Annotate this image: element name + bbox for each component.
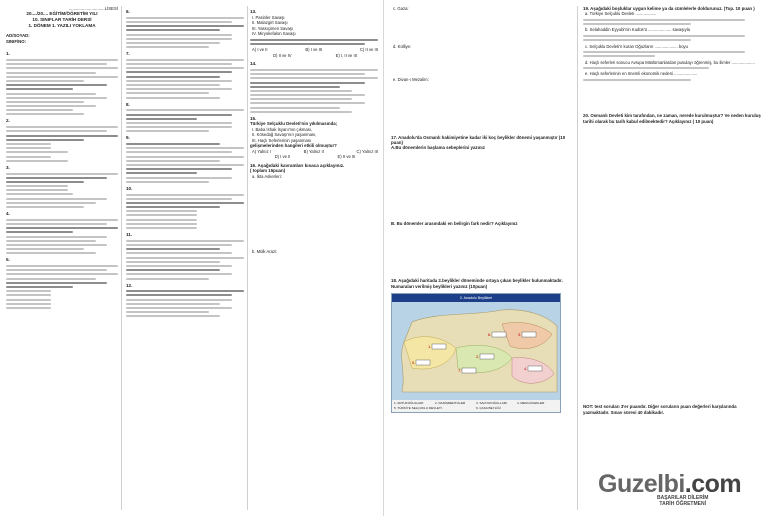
q13-option-4: IV. Miryokefalon Savaşı <box>252 31 296 37</box>
question-11-number: 11. <box>126 232 133 238</box>
q15-answer-c: C) Yalnız III <box>356 148 378 154</box>
question-14-number: 14. <box>250 61 257 67</box>
map-number-2: 2. <box>476 353 480 359</box>
map-number-5: 5. <box>412 359 416 365</box>
exam-title-line-3: 1. DÖNEM 1. YAZILI YOKLAMA <box>28 23 96 29</box>
q19-item-a: a. Türkiye Selçuklu Devleti .................. <box>585 11 657 17</box>
q13-option-1: I. Pasinler Savaşı <box>252 14 285 20</box>
q13-answer-b: B) I ve III <box>305 47 323 53</box>
map-title: 2. Anadolu Beylikleri <box>392 294 560 302</box>
q19-item-c: c. Selçuklu Devleti'n kuran Oğuzların .................... boyu <box>585 43 688 49</box>
question-4-number: 4. <box>6 211 10 216</box>
exam-note: NOT: test soruları 3'er puandır. Diğer soruların puan değerleri karşılarında yazmaktadır. Sınav süresi 40 dakikadır. <box>583 404 737 415</box>
question-1-number: 1. <box>6 51 10 57</box>
map-legend <box>392 400 560 412</box>
question-19-stem: 19. Aşağıdaki boşluklar uygun kelime ya da cümlelerle doldurunuz. (Top. 10 puan ) <box>583 6 755 11</box>
question-12-number: 12. <box>126 282 133 288</box>
q15-option-2: II. Kösedağ Savaşı'nın yaşanması, <box>252 132 317 138</box>
map-number-4: 4. <box>524 365 528 371</box>
question-8-number: 8. <box>126 101 130 107</box>
page2-column-1 <box>391 6 573 512</box>
watermark-tld: .com <box>684 470 742 498</box>
q13-answer-e: E) I, II ve III <box>335 52 357 58</box>
q15-option-1: I. Baba İshak İsyanı'nın çıkması, <box>252 126 313 132</box>
q13-answer-d: D) II ve IV <box>272 52 292 58</box>
q16-item-e: e. Divan-ı Mezalim: <box>393 77 429 82</box>
question-15-number: 15. <box>250 115 257 121</box>
legend-item: 3. SALTUKOĞULLARI <box>476 400 507 405</box>
q19-item-b: b. Selahaddin Eyyubi'nin Kudüs'ü .................... savaşıyla <box>585 27 690 33</box>
q13-answer-a: A) I ve II <box>252 47 268 53</box>
legend-item: 1. ARTUKOĞULLARI <box>394 400 424 405</box>
q19-item-d: d. Haçlı seferleri sonucu Avrupa Müslümanlardan pusulayı öğrenmiş, bu ilimler .................... <box>585 59 755 65</box>
q15-stem: Türkiye Selçuklu Devleti'nin yıkılmasında; <box>250 121 338 127</box>
legend-item: 2. DANİŞMENTLİLER <box>435 400 466 405</box>
page1-column-2 <box>126 6 244 512</box>
class-number-label: SINIF/NO: <box>6 38 27 44</box>
question-13-number: 13. <box>250 9 257 14</box>
page1-column-3 <box>250 6 378 512</box>
q15-answer-e: E) II ve III <box>337 154 356 160</box>
q13-option-2: II. Malazgirt Savaşı <box>252 20 288 26</box>
question-5-number: 5. <box>6 257 10 263</box>
question-17-stem: 17. Anadolu'da Osmanlı hakimiyetine kadar iki koç beylikler dönemi yaşanmıştır (10 puan) <box>391 134 566 145</box>
q16-item-d: d. Külliye: <box>393 43 412 49</box>
question-18-stem: 18. Aşağıdaki haritada 2.beylikler döneminde ortaya çıkan beylikler bulunmaktadır. Numaraları verilmiş beylikleri yazınız (10puan) <box>391 278 563 289</box>
map-label-box <box>492 332 506 337</box>
exam-title-line-1: 20..../20.... EĞİTİM/ÖĞRETİM YILI <box>26 11 98 17</box>
q13-answer-c: C) II ve III <box>359 47 378 53</box>
map-label-box <box>522 332 536 337</box>
question-6-number: 6. <box>126 9 130 14</box>
q13-option-3: III. Yassıçimen Savaşı <box>252 25 294 31</box>
exam-title-line-2: 10. SINIFLAR TARİH DERSİ <box>32 17 92 23</box>
map-label-box <box>462 368 476 373</box>
exam-signoff <box>657 495 708 507</box>
q15-answer-a: A) Yalnız I <box>252 148 271 154</box>
question-16-heading: 16. Aşağıdaki kavramları kısaca açıklayınız. <box>250 162 345 168</box>
anatolian-beyliks-map <box>391 293 561 413</box>
map-number-1: 1. <box>428 343 432 349</box>
map-graphic <box>392 302 560 400</box>
question-17-part-a: A.Bu dönemlerin başlama sebeplerini yazınız <box>391 145 485 151</box>
question-20-stem: 20. Osmanlı Devleti kim tarafından, ne zaman, nerede kurulmuştur? Ve neden kuruluş tarihi olarak bu tarih kabul edilmektedir? Açıklayınız ( 10 puan) <box>583 113 761 124</box>
legend-item: 6. ÇAKA BEYLİĞİ <box>476 405 501 410</box>
map-label-box <box>480 354 494 359</box>
question-7-number: 7. <box>126 51 130 57</box>
q19-item-e: e. Haçlı seferlerinin en önemli ekonomik nedeni .................... <box>585 71 698 77</box>
map-number-6: 6. <box>488 331 492 337</box>
student-name-label: AD/SOYAD: <box>6 33 30 39</box>
q15-answer-b: B) Yalnız II <box>303 148 324 154</box>
watermark-text: Guzelbi <box>598 470 685 498</box>
legend-item: 4. MENGÜCEKLER <box>517 400 545 405</box>
question-10-number: 10. <box>126 185 133 191</box>
map-number-3: 3. <box>518 331 522 337</box>
map-label-box <box>432 344 446 349</box>
page1-column-1 <box>6 6 118 512</box>
closing-text: BAŞARILAR DİLERİM <box>657 495 709 501</box>
school-name-line: ..............................LİSESİ <box>68 6 118 11</box>
q15-answer-d: D) I ve II <box>274 154 291 160</box>
question-3-number: 3. <box>6 164 10 170</box>
map-label-box <box>528 366 542 371</box>
q15-option-3: III. Haçlı Seferlerinin yaşanması <box>252 137 312 143</box>
exam-page-2 <box>385 0 768 516</box>
question-9-number: 9. <box>126 135 130 141</box>
q16-item-b: b. Mülk Arazi: <box>252 249 278 255</box>
page2-column-2 <box>583 6 763 512</box>
question-2-number: 2. <box>6 118 10 124</box>
q15-tail: gelişmelerinden hangileri etkili olmuştur? <box>250 143 337 149</box>
legend-item: 5. TÜRKİYE SELÇUKLU DEVLETİ <box>394 405 442 410</box>
question-16-points: ( toplam 15puan) <box>250 168 286 174</box>
teacher-signature: TARİH ÖĞRETMENİ <box>659 501 706 507</box>
map-number-7: 7. <box>458 367 462 373</box>
q16-item-c: c. Gaza: <box>393 6 409 11</box>
question-17-part-b: B. Bu dönemler arasındaki en belirgin fark nedir? Açıklayınız <box>391 220 518 226</box>
q16-item-a: a. İkta Askerleri: <box>252 173 282 179</box>
map-label-box <box>416 360 430 365</box>
